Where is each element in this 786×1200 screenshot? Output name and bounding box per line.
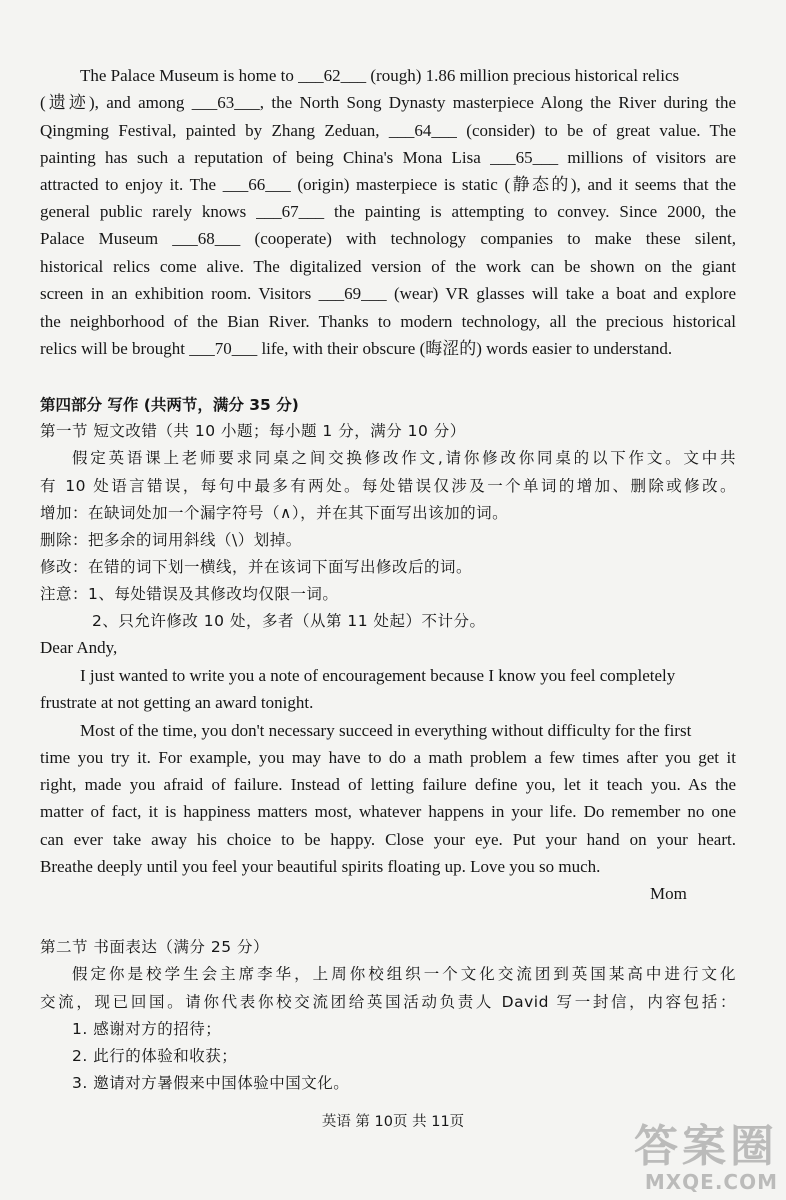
passage-line: screen in an exhibition room. Visitors ___69___ (wear) VR glasses will take a boat and explore	[40, 284, 736, 303]
writing-intro-line: 假定你是校学生会主席李华，上周你校组织一个文化交流团到英国某高中进行文化	[72, 965, 736, 983]
instruction-delete: 删除：把多余的词用斜线（\）划掉。	[40, 531, 302, 549]
instruction-line: 有 10 处语言错误，每句中最多有两处。每处错误仅涉及一个单词的增加、删除或修改。	[40, 477, 736, 495]
letter-greeting: Dear Andy,	[40, 638, 118, 657]
page-footer: 英语 第 10页 共 11页	[321, 1114, 465, 1130]
passage-line: Palace Museum ___68___ (cooperate) with technology companies to make these silent,	[40, 229, 736, 248]
writing-item: 2. 此行的体验和收获；	[72, 1047, 238, 1065]
letter-line: right, made you afraid of failure. Instead of letting failure define you, let it teach you. As the	[40, 775, 736, 794]
watermark-url: MXQE.COM	[644, 1170, 778, 1194]
part-one-heading: 第一节 短文改错（共 10 小题；每小题 1 分，满分 10 分）	[40, 422, 466, 440]
note-one: 注意：1、每处错误及其修改均仅限一词。	[40, 585, 339, 603]
passage-line: painting has such a reputation of being China's Mona Lisa ___65___ millions of visitors are	[40, 148, 736, 167]
writing-item: 3. 邀请对方暑假来中国体验中国文化。	[72, 1074, 350, 1092]
passage-line: relics will be brought ___70___ life, with their obscure (晦涩的) words easier to understand.	[40, 339, 673, 358]
letter-signature: Mom	[650, 884, 687, 903]
letter-line: frustrate at not getting an award tonight.	[40, 693, 314, 712]
letter-line: I just wanted to write you a note of encouragement because I know you feel completely	[80, 666, 676, 685]
writing-intro-line: 交流，现已回国。请你代表你校交流团给英国活动负责人 David 写一封信，内容包括：	[40, 993, 736, 1011]
instruction-modify: 修改：在错的词下划一横线，并在该词下面写出修改后的词。	[40, 558, 473, 576]
passage-line: (遗迹), and among ___63___, the North Song Dynasty masterpiece Along the River during the	[40, 93, 736, 112]
letter-line: can ever take away his choice to be happy. Close your eye. Put your hand on your heart.	[40, 830, 736, 849]
letter-line: Most of the time, you don't necessary succeed in everything without difficulty for the first	[80, 721, 692, 740]
writing-item: 1. 感谢对方的招待；	[72, 1020, 222, 1038]
section-four-heading: 第四部分 写作 (共两节，满分 35 分)	[40, 396, 299, 414]
part-two-heading: 第二节 书面表达（满分 25 分）	[40, 938, 270, 956]
letter-line: Breathe deeply until you feel your beautiful spirits floating up. Love you so much.	[40, 857, 601, 876]
passage-line: Qingming Festival, painted by Zhang Zeduan, ___64___ (consider) to be of great value. The	[40, 121, 736, 140]
passage-line: general public rarely knows ___67___ the painting is attempting to convey. Since 2000, the	[40, 202, 736, 221]
instruction-line: 假定英语课上老师要求同桌之间交换修改作文,请你修改你同桌的以下作文。文中共	[72, 449, 736, 467]
passage-line: attracted to enjoy it. The ___66___ (origin) masterpiece is static (静态的), and it seems that the	[40, 175, 736, 194]
passage-line: historical relics come alive. The digitalized version of the work can be shown on the giant	[40, 257, 736, 276]
watermark-text: 答案圈	[634, 1121, 778, 1172]
instruction-add: 增加：在缺词处加一个漏字符号（∧），并在其下面写出该加的词。	[40, 504, 509, 522]
letter-line: matter of fact, it is happiness matters most, whatever happens in your life. Do remember no one	[40, 802, 736, 821]
note-two: 2、只允许修改 10 处，多者（从第 11 处起）不计分。	[92, 612, 486, 630]
letter-line: time you try it. For example, you may have to do a math problem a few times after you get it	[40, 748, 736, 767]
passage-line: The Palace Museum is home to ___62___ (rough) 1.86 million precious historical relics	[80, 66, 680, 85]
passage-line: the neighborhood of the Bian River. Thanks to modern technology, all the precious historical	[40, 312, 736, 331]
watermark-logo	[634, 1121, 778, 1194]
